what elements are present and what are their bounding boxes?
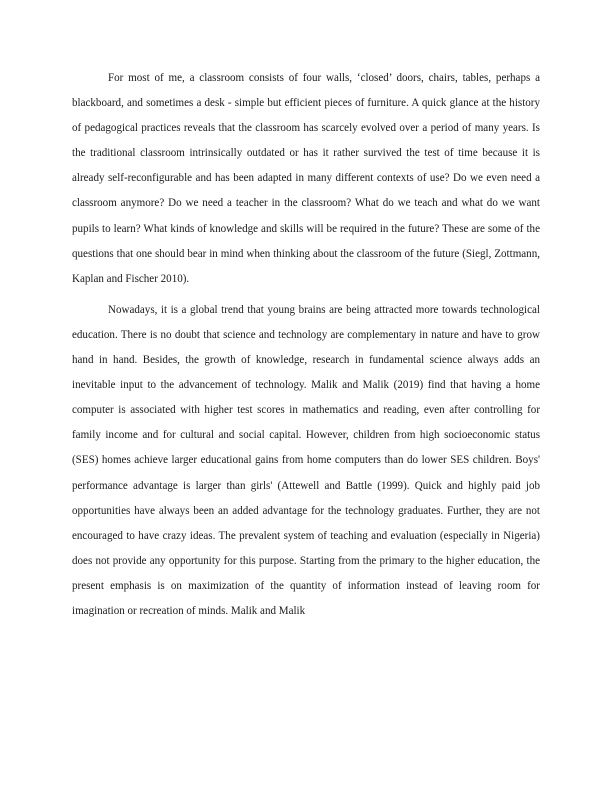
paragraph-technological-education: Nowadays, it is a global trend that young brains are being attracted more towards technological education. There is no doubt that science and technology are complementary in nature and have to grow hand in hand. Besides, the growth of knowledge, research in fundamental science always adds an inevitable input to the advancement of technology. Malik and Malik (2019) find that having a home computer is associated with higher test scores in mathematics and reading, even after controlling for family income and for cultural and social capital. However, children from high socioeconomic status (SES) homes achieve larger educational gains from home computers than do lower SES children. Boys' performance advantage is larger than girls' (Attewell and Battle (1999). Quick and highly paid job opportunities have always been an added advantage for the technology graduates. Further, they are not encouraged to have crazy ideas. The prevalent system of teaching and evaluation (especially in Nigeria) does not provide any opportunity for this purpose. Starting from the primary to the higher education, the present emphasis is on maximization of the quantity of information instead of leaving room for imagination or recreation of minds. Malik and Malik — [72, 303, 540, 617]
paragraph-classroom-intro: For most of me, a classroom consists of four walls, ‘closed’ doors, chairs, tables, perhaps a blackboard, and sometimes a desk - simple but efficient pieces of furniture. A quick glance at the history of pedagogical practices reveals that the classroom has scarcely evolved over a period of many years. Is the traditional classroom intrinsically outdated or has it rather survived the test of time because it is already self-reconfigurable and has been adapted in many different contexts of use? Do we even need a classroom anymore? Do we need a teacher in the classroom? What do we teach and what do we want pupils to learn? What kinds of knowledge and skills will be required in the future? These are some of the questions that one should bear in mind when thinking about the classroom of the future (Siegl, Zottmann, Kaplan and Fischer 2010). — [72, 72, 540, 285]
document-body — [72, 66, 540, 630]
